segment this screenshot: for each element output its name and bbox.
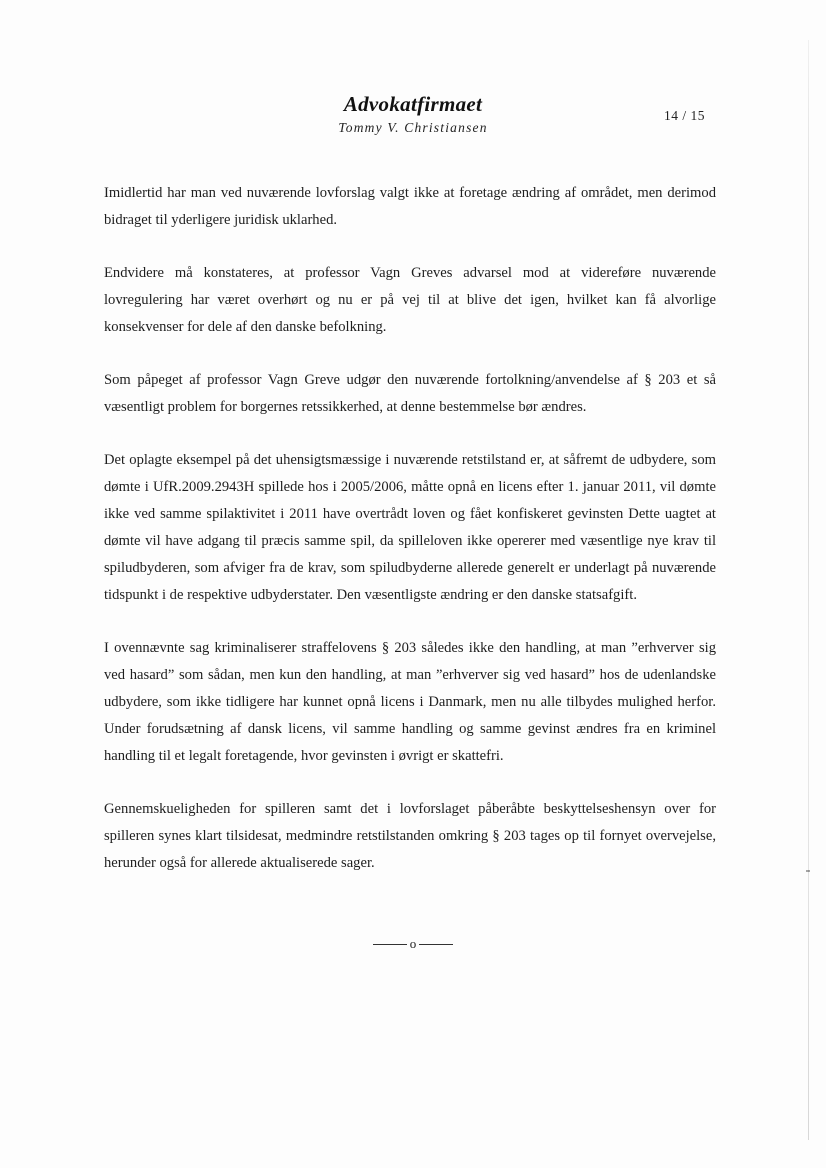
paragraph: Gennemskueligheden for spilleren samt det i lovforslaget påberåbte beskyttelseshensyn over for spilleren synes klart tilsidesat, medmindre retstilstanden omkring § 203 tages op til fornyet overvejelse, herunder også for allerede aktualiserede sager. [104, 801, 716, 871]
paragraph: Det oplagte eksempel på det uhensigtsmæssige i nuværende retstilstand er, at såfremt de udbydere, som dømte i UfR.2009.2943H spillede hos i 2005/2006, måtte opnå en licens efter 1. januar 2011, vil dømte ikke ved samme spilaktivitet i 2011 have overtrådt loven og fået konfiskeret gevinsten Dette uagtet at dømte vil have adgang til præcis samme spil, da spilleloven ikke opererer med væsentlige nye krav til spiludbyderen, som afviger fra de krav, som spiludbyderne allerede generelt er underlagt på nuværende tidspunkt i de respektive udbyderstater. Den væsentligste ændring er den danske statsafgift. [104, 452, 716, 603]
separator-rule-left [373, 944, 407, 945]
paragraph: Imidlertid har man ved nuværende lovforslag valgt ikke at foretage ændring af området, men derimod bidraget til yderligere juridisk uklarhed. [104, 185, 716, 228]
separator-rule-right [419, 944, 453, 945]
end-separator [363, 934, 463, 954]
scan-edge-line [808, 40, 809, 1140]
letterhead-firm-owner: Tommy V. Christiansen [338, 120, 488, 135]
letter-body [104, 180, 716, 903]
scan-artifact-mark [806, 870, 810, 872]
paragraph: Som påpeget af professor Vagn Greve udgør den nuværende fortolkning/anvendelse af § 203 et så væsentligt problem for borgernes retssikkerhed, at denne bestemmelse bør ændres. [104, 372, 716, 415]
paragraph: I ovennævnte sag kriminaliserer straffelovens § 203 således ikke den handling, at man ”erhverver sig ved hasard” som sådan, men kun den handling, at man ”erhverver sig ved hasard” hos de udenlandske udbydere, som ikke tidligere har kunnet opnå licens i Danmark, men nu alle tilbydes mulighed herfor. Under forudsætning af dansk licens, vil samme handling og samme gevinst ændres fra en kriminel handling til et legalt foretagende, hvor gevinsten i øvrigt er skattefri. [104, 640, 716, 764]
separator-mark: o [409, 936, 417, 951]
letterhead-firm-name: Advokatfirmaet [343, 92, 483, 116]
paragraph: Endvidere må konstateres, at professor Vagn Greves advarsel mod at videreføre nuværende lovregulering har været overhørt og nu er på vej til at blive det igen, hvilket kan få alvorlige konsekvenser for dele af den danske befolkning. [104, 265, 716, 335]
page-number: 14 / 15 [664, 108, 706, 123]
